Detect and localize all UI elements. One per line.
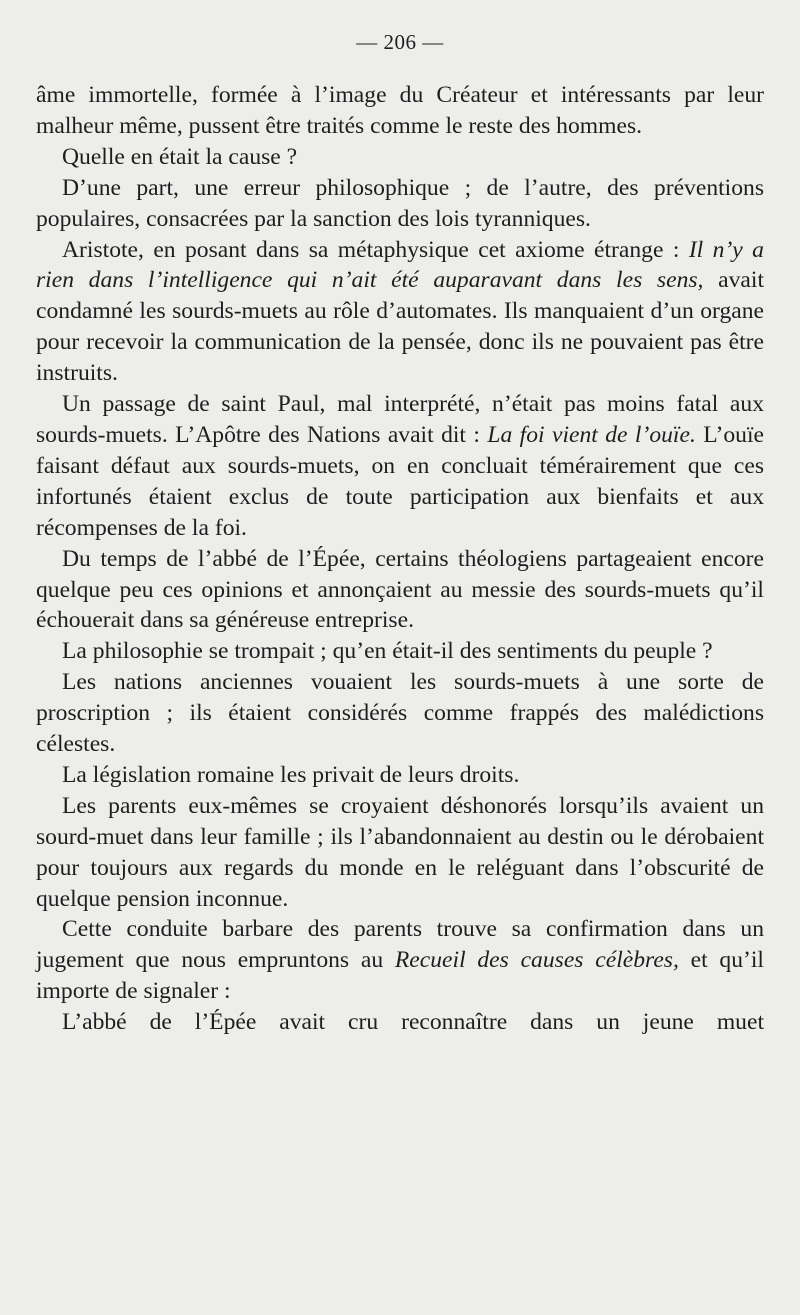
paragraph: [36, 1007, 764, 1038]
paragraph: [36, 173, 764, 235]
body-text: [36, 80, 764, 1038]
paragraph: [36, 914, 764, 1007]
paragraph: [36, 142, 764, 173]
text-segment: et qu’il importe de signaler :: [36, 947, 764, 1005]
page-number: — 206 —: [356, 30, 444, 54]
text-segment: Quelle en était la cause ?: [62, 143, 298, 170]
paragraph: [36, 667, 764, 760]
text-segment: D’une part, une erreur philosophique ; de l’autre, des préventions populaires, consacrées par la sanction des lois tyranniques.: [36, 174, 764, 232]
text-segment: Les parents eux-mêmes se croyaient déshonorés lorsqu’ils avaient un sourd-muet dans leur famille ; ils l’abandonnaient au destin ou le dérobaient pour toujours aux regards du monde en le reléguant dans l’obscurité de quelque pension inconnue.: [36, 792, 764, 912]
text-segment: Un passage de saint Paul, mal interprété, n’était pas moins fatal aux sourds-muets. L’Apôtre des Nations avait dit :: [36, 391, 764, 448]
text-segment: L’abbé de l’Épée avait cru reconnaître dans un jeune muet: [62, 1009, 764, 1036]
text-segment: Du temps de l’abbé de l’Épée, certains théologiens partageaient encore quelque peu ces opinions et annonçaient au messie des sourds-muets qu’il échouerait dans sa généreuse entreprise.: [36, 545, 764, 634]
italic-text-segment: Recueil des causes célèbres,: [394, 947, 679, 974]
text-segment: Les nations anciennes vouaient les sourds-muets à une sorte de proscription ; ils étaient considérés comme frappés des malédictions célestes.: [36, 669, 764, 758]
text-segment: avait condamné les sourds-muets au rôle d’automates. Ils manquaient d’un organe pour recevoir la communication de la pensée, donc ils ne pouvaient pas être instruits.: [36, 267, 764, 387]
paragraph: [36, 760, 764, 791]
paragraph: [36, 235, 764, 390]
paragraph: [36, 544, 764, 637]
text-segment: Aristote, en posant dans sa métaphysique cet axiome étrange :: [62, 236, 689, 263]
paragraph: [36, 636, 764, 667]
italic-text-segment: Il n’y a rien dans l’intelligence qui n’ait été auparavant dans les sens,: [36, 236, 764, 294]
paragraph: [36, 389, 764, 544]
text-segment: La législation romaine les privait de leurs droits.: [62, 761, 520, 788]
text-segment: L’ouïe faisant défaut aux sourds-muets, on en concluait témérairement que ces infortunés étaient exclus de toute participation aux bienfaits et aux récompenses de la foi.: [36, 421, 765, 541]
text-segment: La philosophie se trompait ; qu’en était-il des sentiments du peuple ?: [62, 638, 713, 665]
paragraph: [36, 791, 764, 915]
paragraph: [36, 80, 764, 142]
text-segment: Cette conduite barbare des parents trouve sa confirmation dans un jugement que nous empruntons au: [36, 916, 764, 974]
italic-text-segment: La foi vient de l’ouïe.: [487, 421, 696, 448]
text-segment: âme immortelle, formée à l’image du Créateur et intéressants par leur malheur même, pussent être traités comme le reste des hommes.: [36, 82, 764, 139]
